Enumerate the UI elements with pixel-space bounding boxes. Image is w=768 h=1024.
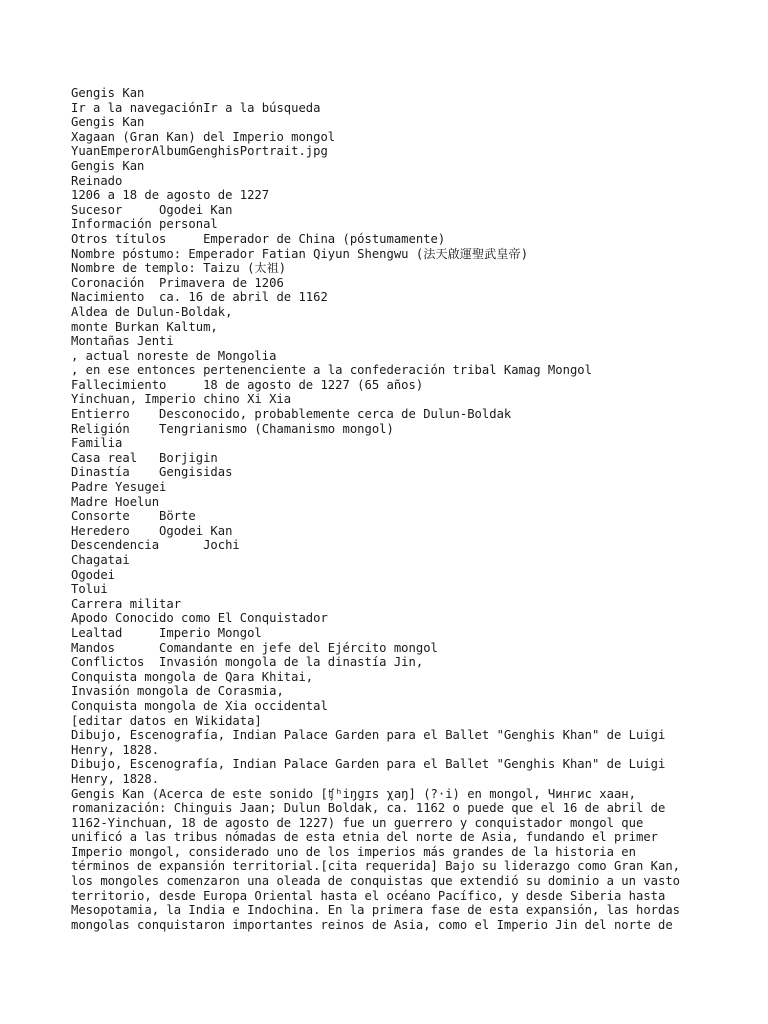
text-line: términos de expansión territorial.[cita requerida] Bajo su liderazgo como Gran Kan, — [71, 859, 681, 874]
text-line: unificó a las tribus nómadas de esta etnia del norte de Asia, fundando el primer — [71, 830, 658, 845]
text-line: Dibujo, Escenografía, Indian Palace Garden para el Ballet "Genghis Khan" de Luigi — [71, 728, 666, 743]
text-line: Conflictos Invasión mongola de la dinastía Jin, — [71, 655, 424, 670]
text-line: Ir a la navegaciónIr a la búsqueda — [71, 100, 321, 115]
text-line: Información personal — [71, 217, 218, 232]
text-line: Imperio mongol, considerado uno de los imperios más grandes de la historia en — [71, 844, 636, 859]
text-line: Mesopotamia, la India e Indochina. En la primera fase de esta expansión, las hordas — [71, 903, 681, 918]
text-line: Gengis Kan (Acerca de este sonido [ʧʰiŋɡɪs χaŋ] (?·i) en mongol, Чингис хаан, — [71, 786, 636, 801]
text-line: Dibujo, Escenografía, Indian Palace Garden para el Ballet "Genghis Khan" de Luigi — [71, 757, 666, 772]
text-line: Apodo Conocido como El Conquistador — [71, 611, 328, 626]
text-line: Religión Tengrianismo (Chamanismo mongol) — [71, 421, 394, 436]
text-line: Invasión mongola de Corasmia, — [71, 684, 284, 699]
text-line: YuanEmperorAlbumGenghisPortrait.jpg — [71, 144, 328, 159]
text-line: romanización: Chinguis Jaan; Dulun Boldak, ca. 1162 o puede que el 16 de abril de — [71, 801, 666, 816]
text-line: Mandos Comandante en jefe del Ejército mongol — [71, 640, 438, 655]
text-line: monte Burkan Kaltum, — [71, 319, 218, 334]
text-line: Sucesor Ogodei Kan — [71, 202, 233, 217]
text-line: Montañas Jenti — [71, 334, 174, 349]
text-line: , en ese entonces pertenenciente a la confederación tribal Kamag Mongol — [71, 363, 592, 378]
text-line: Xagaan (Gran Kan) del Imperio mongol — [71, 129, 336, 144]
text-line: 1162-Yinchuan, 18 de agosto de 1227) fue un guerrero y conquistador mongol que — [71, 815, 644, 830]
text-line: Lealtad Imperio Mongol — [71, 625, 262, 640]
text-line: Yinchuan, Imperio chino Xi Xia — [71, 392, 292, 407]
text-line: Entierro Desconocido, probablemente cerca de Dulun-Boldak — [71, 407, 512, 422]
text-line: Gengis Kan — [71, 86, 145, 100]
text-line: Nacimiento ca. 16 de abril de 1162 — [71, 290, 328, 305]
text-line: Familia — [71, 436, 123, 451]
text-line: Aldea de Dulun-Boldak, — [71, 304, 233, 319]
text-line: Nombre de templo: Taizu (太祖) — [71, 261, 287, 276]
text-line: Madre Hoelun — [71, 494, 160, 509]
text-line: Coronación Primavera de 1206 — [71, 275, 284, 290]
text-line: Nombre póstumo: Emperador Fatian Qiyun Shengwu (法天啟運聖武皇帝) — [71, 246, 529, 261]
text-line: mongolas conquistaron importantes reinos de Asia, como el Imperio Jin del norte de — [71, 917, 673, 932]
text-line: Reinado — [71, 173, 123, 188]
text-line: Henry, 1828. — [71, 771, 160, 786]
text-line: Padre Yesugei — [71, 480, 167, 495]
text-line: Otros títulos Emperador de China (póstumamente) — [71, 231, 446, 246]
text-line: [editar datos en Wikidata] — [71, 713, 262, 728]
text-line: Fallecimiento 18 de agosto de 1227 (65 años) — [71, 377, 424, 392]
text-line: Chagatai — [71, 553, 130, 567]
text-line: Gengis Kan — [71, 158, 145, 173]
text-line: Consorte Börte — [71, 509, 196, 524]
text-line: territorio, desde Europa Oriental hasta el océano Pacífico, y desde Siberia hasta — [71, 888, 666, 903]
text-line: , actual noreste de Mongolia — [71, 348, 277, 363]
text-line: Conquista mongola de Qara Khitai, — [71, 669, 314, 684]
text-line: Dinastía Gengisidas — [71, 465, 233, 480]
text-line: Tolui — [71, 582, 108, 597]
text-line: 1206 a 18 de agosto de 1227 — [71, 188, 270, 203]
text-line: Carrera militar — [71, 596, 182, 611]
text-line: Henry, 1828. — [71, 742, 160, 757]
text-line: los mongoles comenzaron una oleada de conquistas que extendió su dominio a un vasto — [71, 874, 681, 889]
text-line: Heredero Ogodei Kan — [71, 523, 233, 538]
text-line: Ogodei — [71, 567, 116, 582]
text-line: Casa real Borjigin — [71, 450, 218, 465]
text-line: Gengis Kan — [71, 115, 145, 130]
text-line: Conquista mongola de Xia occidental — [71, 698, 328, 713]
text-line: Descendencia Jochi — [71, 538, 240, 553]
document-text — [71, 86, 711, 932]
